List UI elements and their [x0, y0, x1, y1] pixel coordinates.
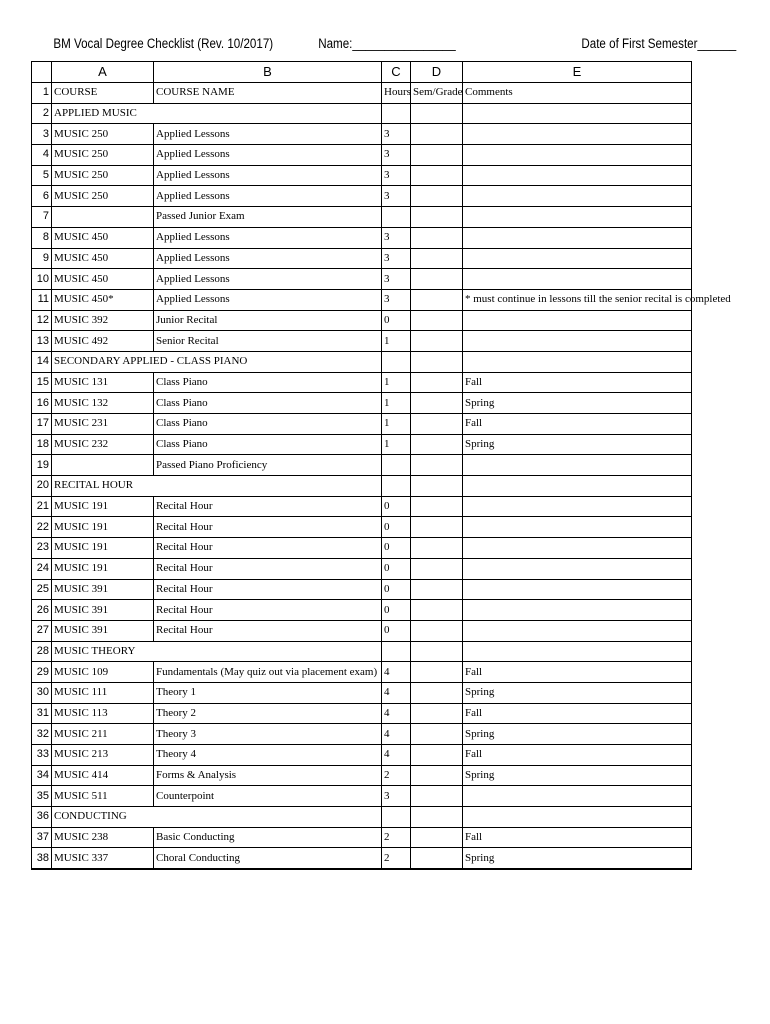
row-number: 11	[32, 289, 52, 310]
comments-cell	[463, 145, 692, 166]
comments-cell	[463, 186, 692, 207]
course-code-cell: MUSIC 109	[52, 662, 154, 683]
comments-cell	[463, 207, 692, 228]
row-number: 21	[32, 496, 52, 517]
hours-cell: 1	[382, 434, 411, 455]
sem-grade-cell[interactable]	[411, 765, 463, 786]
sem-grade-cell[interactable]	[411, 186, 463, 207]
comments-cell: Spring	[463, 724, 692, 745]
comments-cell	[463, 786, 692, 807]
column-header-d: D	[411, 62, 463, 83]
sem-grade-cell[interactable]	[411, 310, 463, 331]
sem-grade-cell	[411, 641, 463, 662]
table-row	[32, 641, 692, 662]
course-name-cell: Class Piano	[154, 372, 382, 393]
column-header-b: B	[154, 62, 382, 83]
course-name-cell: Basic Conducting	[154, 827, 382, 848]
comments-cell: Spring	[463, 393, 692, 414]
course-code-cell	[52, 207, 154, 228]
degree-checklist-table	[31, 61, 731, 870]
table-row	[32, 83, 692, 104]
hours-cell: 0	[382, 558, 411, 579]
row-number: 30	[32, 682, 52, 703]
course-name-cell: Choral Conducting	[154, 848, 382, 869]
course-code-cell: MUSIC 191	[52, 496, 154, 517]
row-number: 34	[32, 765, 52, 786]
course-code-cell: MUSIC 250	[52, 165, 154, 186]
hours-cell: 0	[382, 620, 411, 641]
hours-cell	[382, 351, 411, 372]
course-name-cell: Counterpoint	[154, 786, 382, 807]
row-number: 23	[32, 538, 52, 559]
comments-cell	[463, 124, 692, 145]
hours-cell: 2	[382, 827, 411, 848]
hours-cell: 4	[382, 703, 411, 724]
comments-cell: Spring	[463, 682, 692, 703]
table-row	[32, 662, 692, 683]
course-code-cell: MUSIC 191	[52, 517, 154, 538]
row-number: 32	[32, 724, 52, 745]
comments-cell	[463, 538, 692, 559]
row-number: 31	[32, 703, 52, 724]
course-name-cell: Forms & Analysis	[154, 765, 382, 786]
row-number: 25	[32, 579, 52, 600]
row-number: 20	[32, 476, 52, 497]
course-name-cell: Recital Hour	[154, 579, 382, 600]
course-code-cell: MUSIC 492	[52, 331, 154, 352]
hours-cell: 3	[382, 124, 411, 145]
comments-cell	[463, 310, 692, 331]
comments-cell	[463, 103, 692, 124]
sem-grade-cell[interactable]	[411, 848, 463, 869]
hours-cell	[382, 476, 411, 497]
course-name-cell: Theory 3	[154, 724, 382, 745]
hours-cell: 0	[382, 496, 411, 517]
comments-cell: Spring	[463, 848, 692, 869]
course-name-cell: Applied Lessons	[154, 186, 382, 207]
comments-cell	[463, 641, 692, 662]
course-name-cell: Junior Recital	[154, 310, 382, 331]
hours-cell	[382, 455, 411, 476]
course-code-cell: MUSIC 132	[52, 393, 154, 414]
table-row	[32, 745, 692, 766]
row-number: 4	[32, 145, 52, 166]
comments-cell	[463, 579, 692, 600]
hours-cell: 0	[382, 310, 411, 331]
comments-cell: Fall	[463, 662, 692, 683]
hours-cell: 2	[382, 848, 411, 869]
table-row	[32, 620, 692, 641]
table-row	[32, 351, 692, 372]
comments-cell	[463, 227, 692, 248]
course-code-cell: MUSIC 211	[52, 724, 154, 745]
table-row	[32, 331, 692, 352]
course-code-cell: MUSIC 391	[52, 620, 154, 641]
row-number: 38	[32, 848, 52, 869]
sem-grade-cell[interactable]	[411, 745, 463, 766]
course-code-cell: MUSIC 450	[52, 269, 154, 290]
row-number: 7	[32, 207, 52, 228]
table-row	[32, 145, 692, 166]
course-name-cell: Senior Recital	[154, 331, 382, 352]
comments-cell	[463, 351, 692, 372]
row-number: 5	[32, 165, 52, 186]
row-number: 17	[32, 414, 52, 435]
page-header	[0, 36, 737, 56]
section-heading: APPLIED MUSIC	[52, 103, 382, 124]
sem-grade-cell[interactable]	[411, 538, 463, 559]
row-number: 37	[32, 827, 52, 848]
sem-grade-cell[interactable]	[411, 682, 463, 703]
table-row	[32, 269, 692, 290]
row-number: 33	[32, 745, 52, 766]
column-header-c: C	[382, 62, 411, 83]
hours-cell: 3	[382, 289, 411, 310]
hours-cell: 1	[382, 372, 411, 393]
table-row	[32, 600, 692, 621]
table-row	[32, 434, 692, 455]
course-code-cell: MUSIC 450*	[52, 289, 154, 310]
comments-cell	[463, 600, 692, 621]
table-row	[32, 848, 692, 869]
sem-grade-cell[interactable]	[411, 393, 463, 414]
row-number: 24	[32, 558, 52, 579]
table-row	[32, 289, 692, 310]
section-heading: CONDUCTING	[52, 807, 382, 828]
comments-cell: Fall	[463, 827, 692, 848]
table-row	[32, 579, 692, 600]
sem-grade-cell[interactable]	[411, 165, 463, 186]
table-row	[32, 393, 692, 414]
table-row	[32, 372, 692, 393]
table-row	[32, 724, 692, 745]
row-number: 19	[32, 455, 52, 476]
hours-cell: 4	[382, 745, 411, 766]
course-name-cell: Fundamentals (May quiz out via placement exam)	[154, 662, 382, 683]
course-name-cell: Theory 4	[154, 745, 382, 766]
course-name-cell: Passed Junior Exam	[154, 207, 382, 228]
section-heading: MUSIC THEORY	[52, 641, 382, 662]
table-row	[32, 207, 692, 228]
table-row	[32, 786, 692, 807]
table-row	[32, 455, 692, 476]
course-name-cell: Recital Hour	[154, 517, 382, 538]
row-number: 8	[32, 227, 52, 248]
hours-cell	[382, 103, 411, 124]
row-number: 29	[32, 662, 52, 683]
hours-cell: 2	[382, 765, 411, 786]
course-name-cell: Applied Lessons	[154, 248, 382, 269]
comments-cell	[463, 248, 692, 269]
table-row	[32, 186, 692, 207]
table-row	[32, 827, 692, 848]
course-name-cell: Applied Lessons	[154, 124, 382, 145]
row-number: 27	[32, 620, 52, 641]
course-code-cell: MUSIC 131	[52, 372, 154, 393]
sem-grade-cell	[411, 807, 463, 828]
hours-cell: 4	[382, 662, 411, 683]
row-number: 1	[32, 83, 52, 104]
section-heading: RECITAL HOUR	[52, 476, 382, 497]
row-number: 14	[32, 351, 52, 372]
course-name-cell: Applied Lessons	[154, 145, 382, 166]
sem-grade-cell[interactable]	[411, 600, 463, 621]
name-field-label: Name:________________	[318, 36, 456, 51]
sem-grade-cell[interactable]	[411, 579, 463, 600]
course-code-cell: MUSIC 231	[52, 414, 154, 435]
comments-cell: Spring	[463, 765, 692, 786]
row-number: 22	[32, 517, 52, 538]
course-code-cell: MUSIC 191	[52, 558, 154, 579]
comments-cell: Fall	[463, 703, 692, 724]
course-code-cell: MUSIC 391	[52, 600, 154, 621]
table-row	[32, 807, 692, 828]
comments-cell: Comments	[463, 83, 692, 104]
course-code-cell: MUSIC 511	[52, 786, 154, 807]
hours-cell: 3	[382, 248, 411, 269]
table-row	[32, 165, 692, 186]
checklist-rows	[32, 83, 731, 870]
course-name-cell: Class Piano	[154, 434, 382, 455]
comments-cell	[463, 269, 692, 290]
course-code-cell	[52, 455, 154, 476]
table-row	[32, 310, 692, 331]
course-code-cell: MUSIC 391	[52, 579, 154, 600]
course-name-cell: Applied Lessons	[154, 289, 382, 310]
sem-grade-cell[interactable]	[411, 496, 463, 517]
column-header-row	[32, 62, 692, 83]
sem-grade-cell[interactable]	[411, 414, 463, 435]
course-code-cell: MUSIC 392	[52, 310, 154, 331]
course-code-cell: MUSIC 414	[52, 765, 154, 786]
row-number: 18	[32, 434, 52, 455]
sem-grade-cell[interactable]	[411, 703, 463, 724]
course-name-cell: Applied Lessons	[154, 269, 382, 290]
hours-cell: 3	[382, 145, 411, 166]
hours-cell: 3	[382, 165, 411, 186]
comments-cell	[463, 165, 692, 186]
row-number: 16	[32, 393, 52, 414]
course-code-cell: MUSIC 450	[52, 248, 154, 269]
table-row	[32, 558, 692, 579]
column-header-e: E	[463, 62, 692, 83]
course-name-cell: Applied Lessons	[154, 227, 382, 248]
table-row	[32, 414, 692, 435]
row-number: 12	[32, 310, 52, 331]
sem-grade-cell[interactable]	[411, 248, 463, 269]
table-row	[32, 703, 692, 724]
sem-grade-cell: Sem/Grade	[411, 83, 463, 104]
sem-grade-cell[interactable]	[411, 620, 463, 641]
table-row	[32, 765, 692, 786]
document-title: BM Vocal Degree Checklist (Rev. 10/2017)	[53, 36, 274, 51]
hours-cell	[382, 807, 411, 828]
sem-grade-cell[interactable]	[411, 662, 463, 683]
table-row	[32, 227, 692, 248]
sem-grade-cell[interactable]	[411, 289, 463, 310]
corner-cell	[32, 62, 52, 83]
sem-grade-cell[interactable]	[411, 827, 463, 848]
sem-grade-cell	[411, 476, 463, 497]
hours-cell: 3	[382, 786, 411, 807]
row-number: 26	[32, 600, 52, 621]
course-name-cell: Applied Lessons	[154, 165, 382, 186]
row-number: 15	[32, 372, 52, 393]
course-name-cell: Theory 1	[154, 682, 382, 703]
comments-cell	[463, 558, 692, 579]
hours-cell: 3	[382, 227, 411, 248]
row-number: 9	[32, 248, 52, 269]
sem-grade-cell[interactable]	[411, 558, 463, 579]
table-row	[32, 476, 692, 497]
table-row	[32, 124, 692, 145]
course-code-cell: MUSIC 213	[52, 745, 154, 766]
course-code-cell: COURSE	[52, 83, 154, 104]
course-code-cell: MUSIC 337	[52, 848, 154, 869]
first-semester-field-label: Date of First Semester______	[581, 36, 737, 51]
table-row	[32, 538, 692, 559]
course-code-cell: MUSIC 113	[52, 703, 154, 724]
sem-grade-cell	[411, 351, 463, 372]
comments-cell	[463, 331, 692, 352]
row-number: 2	[32, 103, 52, 124]
table-row	[32, 103, 692, 124]
course-code-cell: MUSIC 232	[52, 434, 154, 455]
hours-cell: 1	[382, 393, 411, 414]
comments-cell	[463, 517, 692, 538]
sem-grade-cell[interactable]	[411, 331, 463, 352]
row-number: 36	[32, 807, 52, 828]
comments-cell	[463, 496, 692, 517]
row-number: 28	[32, 641, 52, 662]
course-name-cell: Recital Hour	[154, 496, 382, 517]
course-name-cell: Class Piano	[154, 414, 382, 435]
comments-cell	[463, 620, 692, 641]
course-name-cell: Class Piano	[154, 393, 382, 414]
course-code-cell: MUSIC 191	[52, 538, 154, 559]
comments-cell: Fall	[463, 745, 692, 766]
course-name-cell: Recital Hour	[154, 620, 382, 641]
hours-cell	[382, 641, 411, 662]
sem-grade-cell[interactable]	[411, 786, 463, 807]
course-name-cell: Theory 2	[154, 703, 382, 724]
hours-cell: 0	[382, 517, 411, 538]
course-name-cell: Recital Hour	[154, 558, 382, 579]
course-code-cell: MUSIC 250	[52, 124, 154, 145]
sem-grade-cell[interactable]	[411, 455, 463, 476]
comments-cell	[463, 807, 692, 828]
comments-cell: Spring	[463, 434, 692, 455]
comments-cell: * must continue in lessons till the senior recital is completed	[463, 289, 692, 310]
sem-grade-cell[interactable]	[411, 124, 463, 145]
hours-cell: 4	[382, 724, 411, 745]
hours-cell: 0	[382, 538, 411, 559]
column-header-a: A	[52, 62, 154, 83]
hours-cell: 0	[382, 579, 411, 600]
course-code-cell: MUSIC 111	[52, 682, 154, 703]
row-number: 6	[32, 186, 52, 207]
course-name-cell: Recital Hour	[154, 538, 382, 559]
course-code-cell: MUSIC 238	[52, 827, 154, 848]
hours-cell: 3	[382, 269, 411, 290]
course-name-cell: Recital Hour	[154, 600, 382, 621]
hours-cell: 0	[382, 600, 411, 621]
row-number: 3	[32, 124, 52, 145]
hours-cell: Hours	[382, 83, 411, 104]
comments-cell	[463, 455, 692, 476]
comments-cell	[463, 476, 692, 497]
sem-grade-cell[interactable]	[411, 227, 463, 248]
table-row	[32, 682, 692, 703]
table-row	[32, 517, 692, 538]
hours-cell: 4	[382, 682, 411, 703]
row-number: 35	[32, 786, 52, 807]
hours-cell: 1	[382, 414, 411, 435]
table-row	[32, 248, 692, 269]
sem-grade-cell[interactable]	[411, 724, 463, 745]
comments-cell: Fall	[463, 414, 692, 435]
course-code-cell: MUSIC 450	[52, 227, 154, 248]
course-name-cell: Passed Piano Proficiency	[154, 455, 382, 476]
hours-cell: 3	[382, 186, 411, 207]
sem-grade-cell[interactable]	[411, 372, 463, 393]
hours-cell	[382, 207, 411, 228]
sem-grade-cell	[411, 103, 463, 124]
sem-grade-cell[interactable]	[411, 434, 463, 455]
sem-grade-cell[interactable]	[411, 269, 463, 290]
row-number: 13	[32, 331, 52, 352]
table-row	[32, 496, 692, 517]
course-code-cell: MUSIC 250	[52, 145, 154, 166]
hours-cell: 1	[382, 331, 411, 352]
comments-cell: Fall	[463, 372, 692, 393]
row-number: 10	[32, 269, 52, 290]
course-name-cell: COURSE NAME	[154, 83, 382, 104]
sem-grade-cell[interactable]	[411, 145, 463, 166]
course-code-cell: MUSIC 250	[52, 186, 154, 207]
sem-grade-cell[interactable]	[411, 207, 463, 228]
sem-grade-cell[interactable]	[411, 517, 463, 538]
section-heading: SECONDARY APPLIED - CLASS PIANO	[52, 351, 382, 372]
